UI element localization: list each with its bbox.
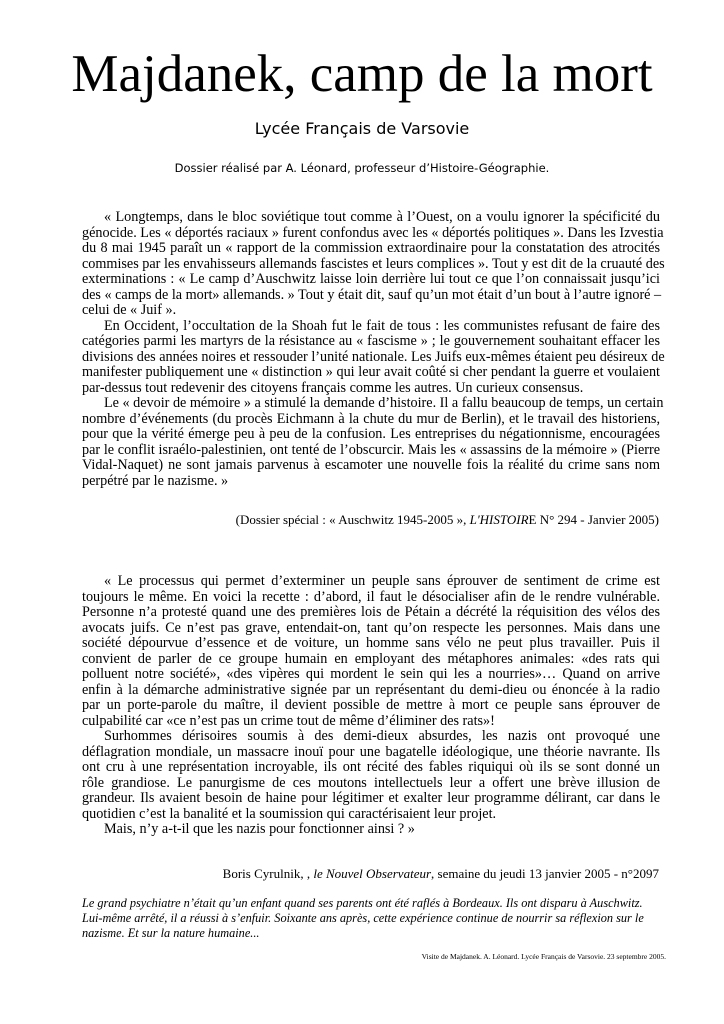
text-line: Vidal-Naquet) ne sont jamais parvenus à escamoter une nouvelle fois la réalité du crime sans nom: [82, 457, 660, 473]
text-line: Personne n’a protesté quand une des premières lois de Pétain a décrété la réquisition des vélos des: [82, 604, 660, 620]
text-line: exterminations : « Le camp d’Auschwitz laisse loin derrière lui tout ce que l’on connaissait jusqu’ici: [82, 271, 660, 287]
text-line: rôle grandiose. Le panurgisme de ces moutons intellectuels leur a offert une brève illusion de: [82, 774, 660, 791]
author-note: [82, 896, 672, 941]
text-line: Surhommes dérisoires soumis à des demi-dieux absurdes, les nazis ont provoqué une: [104, 728, 660, 744]
byline: Dossier réalisé par A. Léonard, professeur d’Histoire-Géographie.: [174, 161, 550, 175]
citation-text: Boris Cyrulnik, ,: [222, 866, 314, 881]
text-line: par le conflit israélo-palestinien, ont tenté de l’obscurcir. Mais les « assassins de la mémoire » (Pierre: [82, 441, 660, 458]
text-line: « Longtemps, dans le bloc soviétique tout comme à l’Ouest, on a voulu ignorer la spécificité du: [104, 209, 660, 225]
paragraph: [82, 209, 665, 319]
text-line: enfin à la démarche administrative signée par un représentant du demi-dieu ou énoncée à la radio: [82, 681, 660, 698]
text-line: polluent notre société», «des vipères qui mordent le sein qui les a nourries»… Quand on arrive: [82, 666, 660, 682]
text-line: culpabilité car «ce n’est pas un crime tout de même d’éliminer des rats»!: [82, 712, 495, 729]
text-line: manifester publiquement une « distinction » qui leur avait coûté si cher pendant la guerre et voulaient: [82, 364, 660, 380]
text-line: Le « devoir de mémoire » a stimulé la demande d’histoire. Il a fallu beaucoup de temps, un certain: [104, 395, 664, 411]
text-line: grandeur. Ils avaient besoin de haine pour légitimer et exalter leur programme délirant, car dans le: [82, 790, 660, 806]
text-line: celui de « Juif ».: [82, 302, 177, 318]
text-line: par-dessus tout redevenir des citoyens français comme les autres. Un curieux consensus.: [82, 379, 584, 396]
quote-histoire: [82, 209, 665, 489]
text-line: déflagration mondiale, un massacre inouï pour une bagatelle idéologique, une théorie navrante. Ils: [82, 743, 660, 760]
text-line: toujours le même. En voici la recette : d’abord, il faut le désocialiser afin de le rendre vulnérable.: [82, 588, 660, 605]
text-line: pour que la vérité émerge peu à peu de la confusion. Les entreprises du négationnisme, encouragées: [82, 426, 660, 442]
text-line: nombre d’événements (du procès Eichmann à la chute du mur de Berlin), et le travail des historiens,: [82, 410, 660, 427]
page-title: Majdanek, camp de la mort: [71, 45, 653, 103]
citation-cyrulnik: [223, 866, 659, 882]
quote-cyrulnik: [82, 574, 660, 838]
text-line: avocats juifs. Ce n’est pas grave, entendait-on, tant qu’on respecte les personnes. Mais dans une: [82, 619, 660, 636]
text-line: perpétré par le nazisme. »: [82, 472, 229, 489]
citation-source: L'HISTOIR: [469, 512, 529, 527]
paragraph: [82, 729, 660, 822]
paragraph: [82, 395, 664, 489]
citation-text: , semaine du jeudi 13 janvier 2005 - n°2097: [431, 866, 659, 881]
citation-text: (Dossier spécial : « Auschwitz 1945-2005 »,: [235, 512, 470, 527]
text-line: société dépourvue d’essence et de voiture, un homme sans vélo ne peut plus travailler. Puis il: [82, 635, 660, 651]
text-line: convient de parler de ce groupe humain en employant des métaphores animales: «des rats qui: [82, 650, 660, 667]
text-line: génocide. Les « déportés raciaux » furent confondus avec les « déportés politiques ». Dans les Izvestia: [82, 224, 664, 241]
text-line: du 8 mai 1945 paraît un « rapport de la commission extraordinaire pour la constatation des atrocités: [82, 240, 660, 256]
page-footer: Visite de Majdanek. A. Léonard. Lycée Français de Varsovie. 23 septembre 2005.: [421, 952, 666, 961]
text-line: « Le processus qui permet d’exterminer un peuple sans éprouver de sentiment de crime est: [104, 573, 660, 589]
note-line: nazisme. Et sur la nature humaine...: [82, 926, 260, 940]
citation-histoire: [236, 512, 659, 528]
citation-source: le Nouvel Observateur: [313, 866, 432, 881]
text-line: catégories parmi les martyrs de la résistance au « fascisme » ; le gouvernement souhaitant effacer les: [82, 333, 660, 349]
text-line: ont cru à une représentation incroyable, ils ont récité des fables riquiqui où ils se sont donné un: [82, 759, 660, 775]
text-line: par un porte-parole du maître, il devient possible de mettre à mort ce peuple sans éprouver de: [82, 697, 660, 713]
text-line: des « camps de la mort» allemands. » Tout y était dit, sauf qu’un mot était d’un bout à l’autre ignoré –: [82, 286, 662, 303]
paragraph: [82, 317, 665, 397]
text-line: Mais, n’y a-t-il que les nazis pour fonctionner ainsi ? »: [104, 821, 415, 837]
text-line: quotidien c’est la banalité et la soumission qui caractérisaient leur projet.: [82, 805, 497, 822]
paragraph: [82, 574, 660, 729]
citation-text: E N° 294 - Janvier 2005): [528, 512, 659, 527]
note-line: Lui-même arrêté, il a réussi à s’enfuir. Soixante ans après, cette expérience continue de nourrir sa réflexion sur le: [82, 911, 644, 925]
subtitle: Lycée Français de Varsovie: [254, 119, 470, 138]
text-line: commises par les envahisseurs allemands fascistes et leurs complices ». Tout y est dit de la cruauté des: [82, 255, 665, 272]
text-line: divisions des années noires et ressouder l’unité nationale. Les Juifs eux-mêmes étaient peu désireux de: [82, 348, 665, 365]
note-line: Le grand psychiatre n’était qu’un enfant quand ses parents ont été raflés à Bordeaux. Ils ont disparu à Auschwitz.: [82, 896, 643, 910]
text-line: En Occident, l’occultation de la Shoah fut le fait de tous : les communistes refusant de faire des: [104, 317, 660, 334]
paragraph: [82, 822, 660, 838]
